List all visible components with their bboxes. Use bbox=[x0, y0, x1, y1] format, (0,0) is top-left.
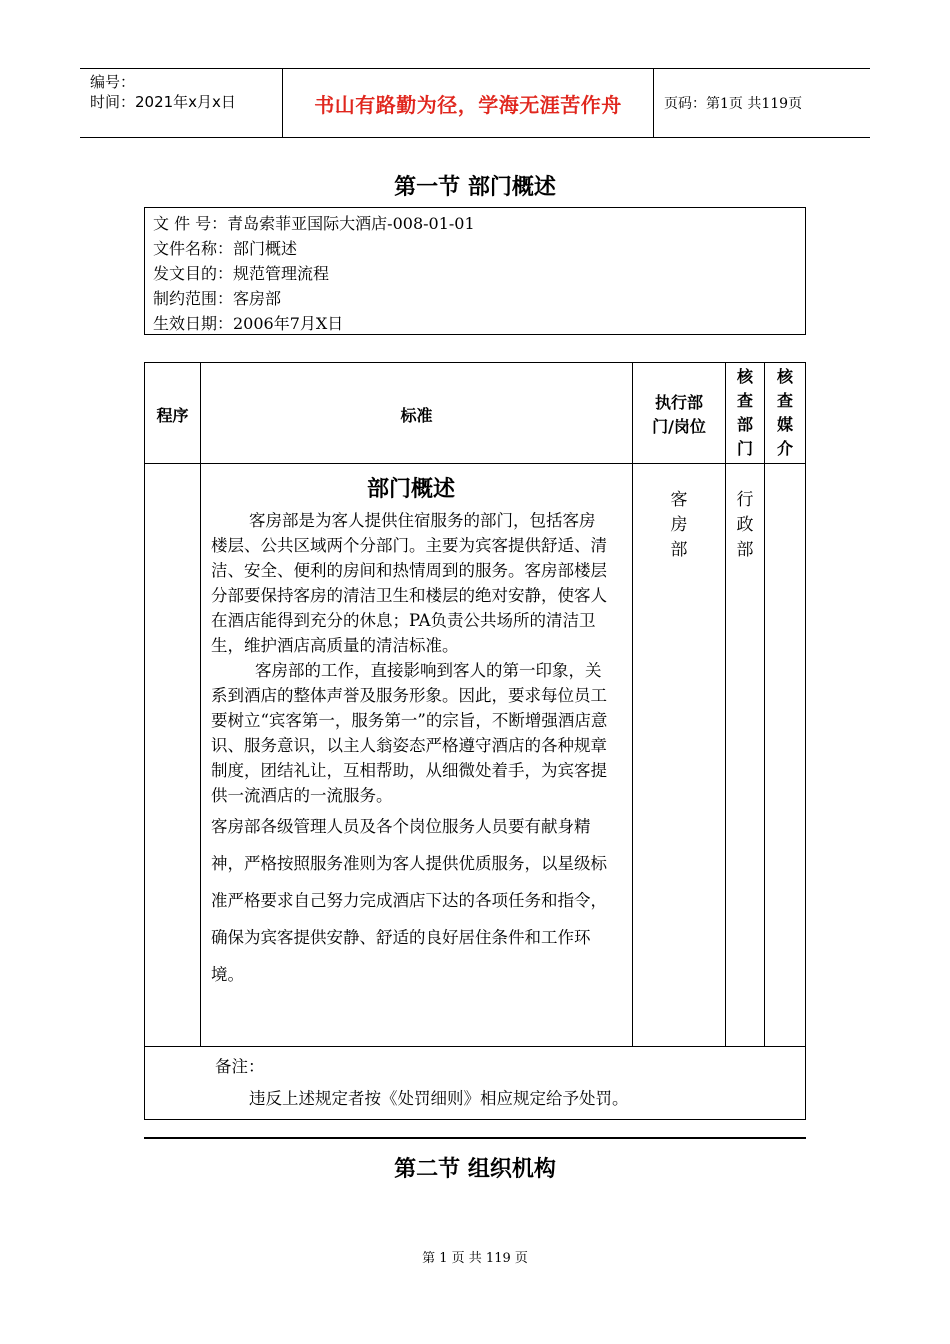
content-paragraph-2: 客房部的工作，直接影响到客人的第一印象，关系到酒店的整体声誉及服务形象。因此，要求每位员工要树立“宾客第一，服务第一”的宗旨，不断增强酒店意识、服务意识，以主人翁姿态严格遵守酒店的各种规章制度，团结礼让，互相帮助，从细微处着手，为宾客提供一流酒店的一流服务。 bbox=[211, 661, 608, 805]
header-char: 门 bbox=[736, 439, 753, 458]
page-footer: 第 1 页 共 119 页 bbox=[422, 1251, 528, 1266]
header-char: 部 bbox=[736, 415, 753, 434]
grid-line bbox=[200, 363, 201, 1046]
header-char: 媒 bbox=[776, 415, 793, 434]
grid-line bbox=[145, 1046, 805, 1047]
header-check-media bbox=[765, 365, 805, 461]
info-line-effective-date: 生效日期：2006年7月X日 bbox=[153, 314, 344, 333]
check-dept-value bbox=[732, 488, 758, 563]
value-char: 行 bbox=[736, 490, 754, 510]
page-header bbox=[80, 68, 870, 138]
content-subtitle: 部门概述 bbox=[366, 477, 455, 502]
remark-text: 违反上述规定者按《处罚细则》相应规定给予处罚。 bbox=[249, 1089, 629, 1108]
header-exec-dept-line2: 门/岗位 bbox=[652, 417, 706, 436]
header-meta-cell bbox=[80, 69, 283, 137]
header-char: 介 bbox=[776, 439, 793, 458]
grid-line bbox=[725, 363, 726, 1046]
header-char: 核 bbox=[736, 367, 753, 386]
exec-dept-value bbox=[666, 488, 692, 563]
remark-label: 备注： bbox=[215, 1057, 265, 1076]
header-motto: 书山有路勤为径，学海无涯苦作舟 bbox=[314, 92, 622, 117]
header-page-info: 页码：第1页 共119页 bbox=[664, 96, 803, 112]
value-char: 客 bbox=[670, 490, 688, 510]
value-char: 部 bbox=[670, 540, 688, 560]
info-line-purpose: 发文目的：规范管理流程 bbox=[153, 264, 330, 283]
standard-content bbox=[211, 475, 611, 993]
document-date: 时间：2021年x月x日 bbox=[90, 93, 236, 111]
header-exec-dept bbox=[633, 391, 725, 439]
value-char: 部 bbox=[736, 540, 754, 560]
procedure-table bbox=[144, 362, 806, 1120]
document-number-label: 编号： bbox=[90, 73, 136, 91]
header-standard: 标准 bbox=[400, 406, 433, 425]
info-line-file-number: 文 件 号：青岛索菲亚国际大酒店-008-01-01 bbox=[153, 214, 475, 233]
header-check-dept bbox=[726, 365, 764, 461]
content-paragraph-1: 客房部是为客人提供住宿服务的部门，包括客房楼层、公共区域两个分部门。主要为宾客提供舒适、清洁、安全、便利的房间和热情周到的服务。客房部楼层分部要保持客房的清洁卫生和楼层的绝对安静，使客人在酒店能得到充分的休息；PA负责公共场所的清洁卫生，维护酒店高质量的清洁标准。 bbox=[211, 511, 607, 655]
header-motto-cell bbox=[283, 69, 654, 137]
document-info-box bbox=[144, 207, 806, 335]
header-page-cell bbox=[654, 69, 870, 137]
grid-line bbox=[764, 363, 765, 1046]
grid-line bbox=[145, 463, 805, 464]
header-char: 查 bbox=[776, 391, 793, 410]
value-char: 房 bbox=[670, 515, 688, 535]
header-procedure: 程序 bbox=[156, 406, 189, 425]
header-exec-dept-line1: 执行部 bbox=[654, 393, 703, 412]
value-char: 政 bbox=[736, 515, 754, 535]
section1-title: 第一节 部门概述 bbox=[394, 175, 556, 200]
grid-line bbox=[632, 363, 633, 1046]
header-char: 核 bbox=[776, 367, 793, 386]
header-char: 查 bbox=[736, 391, 753, 410]
info-line-file-name: 文件名称：部门概述 bbox=[153, 239, 298, 258]
content-paragraph-3: 客房部各级管理人员及各个岗位服务人员要有献身精神，严格按照服务准则为客人提供优质服务，以星级标准严格要求自己努力完成酒店下达的各项任务和指令，确保为宾客提供安静、舒适的良好居住条件和工作环境。 bbox=[211, 817, 607, 984]
section-divider bbox=[144, 1137, 806, 1139]
section2-title: 第二节 组织机构 bbox=[394, 1157, 556, 1182]
info-line-scope: 制约范围：客房部 bbox=[153, 289, 282, 308]
